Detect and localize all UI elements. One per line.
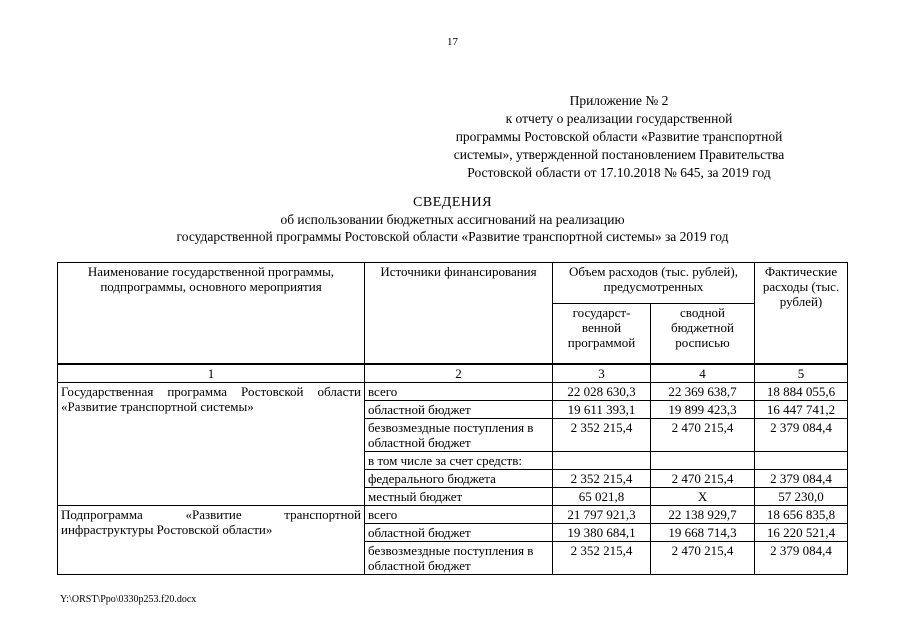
program-name-cell: Государственная программа Ростовской области «Развитие транспортной системы» xyxy=(58,383,365,506)
program-name-cell: Подпрограмма «Развитие транспортной инфраструктуры Ростовской области» xyxy=(58,506,365,575)
header-sources: Источники финансирования xyxy=(365,263,553,365)
budget-amount-cell: 19 899 423,3 xyxy=(651,401,755,419)
program-amount-cell: 2 352 215,4 xyxy=(553,419,651,452)
index-cell: 3 xyxy=(553,364,651,383)
source-cell: всего xyxy=(365,506,553,524)
source-cell: местный бюджет xyxy=(365,488,553,506)
actual-amount-cell: 18 656 835,8 xyxy=(755,506,848,524)
expenditure-table xyxy=(57,262,848,575)
appendix-line: к отчету о реализации государственной xyxy=(505,111,733,126)
appendix-note xyxy=(409,92,829,182)
page-number: 17 xyxy=(447,36,458,48)
program-amount-cell: 21 797 921,3 xyxy=(553,506,651,524)
header-by-program: государст-венной программой xyxy=(553,304,651,364)
actual-amount-cell: 2 379 084,4 xyxy=(755,470,848,488)
source-cell: областной бюджет xyxy=(365,401,553,419)
title-main: СВЕДЕНИЯ xyxy=(413,195,492,210)
appendix-line: программы Ростовской области «Развитие транспортной xyxy=(455,129,783,144)
budget-amount-cell xyxy=(651,452,755,470)
title-line: об использовании бюджетных ассигнований на реализацию xyxy=(280,212,625,227)
budget-amount-cell: 19 668 714,3 xyxy=(651,524,755,542)
budget-amount-cell: Х xyxy=(651,488,755,506)
budget-amount-cell: 2 470 215,4 xyxy=(651,542,755,575)
source-cell: федерального бюджета xyxy=(365,470,553,488)
budget-amount-cell: 2 470 215,4 xyxy=(651,470,755,488)
source-cell: в том числе за счет средств: xyxy=(365,452,553,470)
program-amount-cell: 19 611 393,1 xyxy=(553,401,651,419)
title-line: государственной программы Ростовской области «Развитие транспортной системы» за 2019 год xyxy=(176,229,729,244)
program-amount-cell: 22 028 630,3 xyxy=(553,383,651,401)
source-cell: областной бюджет xyxy=(365,524,553,542)
source-cell: безвозмездные поступления в областной бюджет xyxy=(365,542,553,575)
actual-amount-cell: 2 379 084,4 xyxy=(755,542,848,575)
budget-amount-cell: 22 369 638,7 xyxy=(651,383,755,401)
actual-amount-cell: 16 447 741,2 xyxy=(755,401,848,419)
header-actual: Фактические расходы (тыс. рублей) xyxy=(755,263,848,365)
actual-amount-cell: 16 220 521,4 xyxy=(755,524,848,542)
actual-amount-cell: 18 884 055,6 xyxy=(755,383,848,401)
index-cell: 4 xyxy=(651,364,755,383)
index-cell: 1 xyxy=(58,364,365,383)
program-amount-cell xyxy=(553,452,651,470)
appendix-line: системы», утвержденной постановлением Правительства xyxy=(453,147,785,162)
program-amount-cell: 19 380 684,1 xyxy=(553,524,651,542)
index-cell: 2 xyxy=(365,364,553,383)
actual-amount-cell: 2 379 084,4 xyxy=(755,419,848,452)
budget-amount-cell: 2 470 215,4 xyxy=(651,419,755,452)
header-by-budget: сводной бюджетной росписью xyxy=(651,304,755,364)
index-row xyxy=(58,364,848,383)
table-row xyxy=(58,506,848,524)
program-amount-cell: 2 352 215,4 xyxy=(553,470,651,488)
actual-amount-cell: 57 230,0 xyxy=(755,488,848,506)
source-cell: безвозмездные поступления в областной бюджет xyxy=(365,419,553,452)
appendix-line: Приложение № 2 xyxy=(569,93,669,108)
appendix-line: Ростовской области от 17.10.2018 № 645, за 2019 год xyxy=(467,165,771,180)
index-cell: 5 xyxy=(755,364,848,383)
table-row xyxy=(58,383,848,401)
actual-amount-cell xyxy=(755,452,848,470)
document-title xyxy=(0,194,905,245)
header-planned: Объем расходов (тыс. рублей), предусмотренных xyxy=(553,263,755,304)
program-amount-cell: 2 352 215,4 xyxy=(553,542,651,575)
program-amount-cell: 65 021,8 xyxy=(553,488,651,506)
header-name: Наименование государственной программы, подпрограммы, основного мероприятия xyxy=(58,263,365,365)
file-path-footer: Y:\ORST\Ppo\0330p253.f20.docx xyxy=(60,594,197,605)
budget-amount-cell: 22 138 929,7 xyxy=(651,506,755,524)
source-cell: всего xyxy=(365,383,553,401)
